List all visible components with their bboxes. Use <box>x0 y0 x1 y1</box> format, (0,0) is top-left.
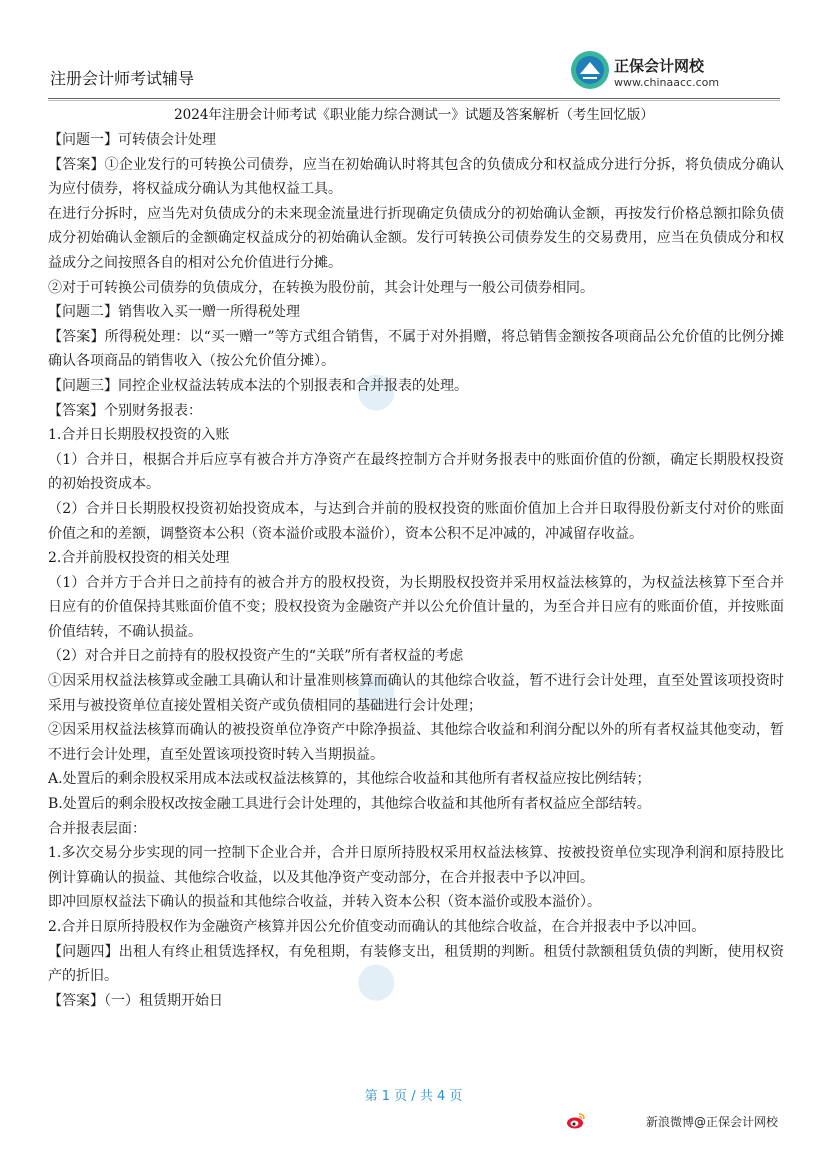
logo-name: 正保会计网校 <box>614 57 705 75</box>
header-divider-thin <box>48 100 780 101</box>
question-heading: 【问题二】销售收入买一赠一所得税处理 <box>48 304 300 321</box>
question-heading: 【问题四】出租人有终止租赁选择权，有免租期，有装修支出，租赁期的判断。租赁付款额租赁负债的判断，使用权资产的折旧。 <box>48 943 784 985</box>
section-heading: 合并报表层面： <box>48 820 146 837</box>
section-heading: 1.合并日长期股权投资的入账 <box>48 427 230 444</box>
header-divider <box>48 98 780 99</box>
body-paragraph: ②因采用权益法核算而确认的被投资单位净资产中除净损益、其他综合收益和利润分配以外的所有者权益其他变动，暂不进行会计处理，直至处置该项投资时转入当期损益。 <box>48 722 784 763</box>
question-heading: 【问题三】同控企业权益法转成本法的个别报表和合并报表的处理。 <box>48 377 468 394</box>
body-paragraph: （1）合并方于合并日之前持有的被合并方的股权投资，为长期股权投资并采用权益法核算的，为权益法核算下至合并日应有的价值保持其账面价值不变；股权投资为金融资产并以公允价值计量的，为至合并日应有的账面价值，并按账面价值结转，不确认损益。 <box>48 574 784 640</box>
logo-url: www.chinaacc.com <box>614 76 720 89</box>
body-paragraph: A.处置后的剩余股权采用成本法或权益法核算的，其他综合收益和其他所有者权益应按比例结转； <box>48 771 651 788</box>
answer-paragraph: 【答案】所得税处理：以“买一赠一”等方式组合销售，不属于对外捐赠，将总销售金额按各项商品公允价值的比例分摊确认各项商品的销售收入（按公允价值分摊）。 <box>48 328 784 370</box>
header-title: 注册会计师考试辅导 <box>50 69 195 88</box>
body-paragraph: 2.合并日原所持股权作为金融资产核算并因公允价值变动而确认的其他综合收益，在合并报表中予以冲回。 <box>48 919 706 935</box>
document-title: 2024年注册会计师考试《职业能力综合测试一》试题及答案解析（考生回忆版） <box>174 107 654 123</box>
document-body <box>48 128 784 1013</box>
answer-paragraph: 【答案】个别财务报表： <box>48 402 202 419</box>
body-paragraph: （2）合并日长期股权投资初始投资成本，与达到合并前的股权投资的账面价值加上合并日取得股份新支付对价的账面价值之和的差额，调整资本公积（资本溢价或股本溢价），资本公积不足冲减的，冲减留存收益。 <box>48 500 784 542</box>
body-paragraph: 即冲回原权益法下确认的损益和其他综合收益，并转入资本公积（资本溢价或股本溢价）。 <box>48 894 601 911</box>
body-paragraph: （1）合并日，根据合并后应享有被合并方净资产在最终控制方合并财务报表中的账面价值的份额，确定长期股权投资的初始投资成本。 <box>48 451 784 493</box>
weibo-handle: 新浪微博@正保会计网校 <box>646 1115 779 1129</box>
brand-logo <box>570 50 790 94</box>
answer-paragraph: 【答案】（一）租赁期开始日 <box>48 992 223 1009</box>
page-number: 第 1 页 / 共 4 页 <box>364 1089 463 1104</box>
body-paragraph: ①因采用权益法核算或金融工具确认和计量准则核算而确认的其他综合收益，暂不进行会计处理，直至处置该项投资时采用与被投资单位直接处置相关资产或负债相同的基础进行会计处理； <box>48 673 784 714</box>
page-header <box>0 0 827 100</box>
body-paragraph: B.处置后的剩余股权改按金融工具进行会计处理的，其他综合收益和其他所有者权益应全部结转。 <box>48 796 651 813</box>
answer-paragraph: 【答案】①企业发行的可转换公司债券，应当在初始确认时将其包含的负债成分和权益成分进行分拆，将负债成分确认为应付债券，将权益成分确认为其他权益工具。 <box>48 156 784 198</box>
body-paragraph: 在进行分拆时，应当先对负债成分的未来现金流量进行折现确定负债成分的初始确认金额，再按发行价格总额扣除负债成分初始确认金额后的金额确定权益成分的初始确认金额。发行可转换公司债券发生的交易费用，应当在负债成分和权益成分之间按照各自的相对公允价值进行分摊。 <box>48 205 784 271</box>
chinaacc-logo-icon <box>570 50 610 90</box>
body-paragraph: 1.多次交易分步实现的同一控制下企业合并，合并日原所持股权采用权益法核算、按被投资单位实现净利润和原持股比例计算确认的损益、其他综合收益，以及其他净资产变动部分，在合并报表中予以冲回。 <box>48 845 784 886</box>
section-heading: 2.合并前股权投资的相关处理 <box>48 550 230 567</box>
body-paragraph: ②对于可转换公司债券的负债成分，在转换为股份前，其会计处理与一般公司债券相同。 <box>48 279 594 296</box>
question-heading: 【问题一】可转债会计处理 <box>48 132 216 148</box>
weibo-icon <box>566 1112 586 1130</box>
body-paragraph: （2）对合并日之前持有的股权投资产生的“关联”所有者权益的考虑 <box>48 648 464 665</box>
